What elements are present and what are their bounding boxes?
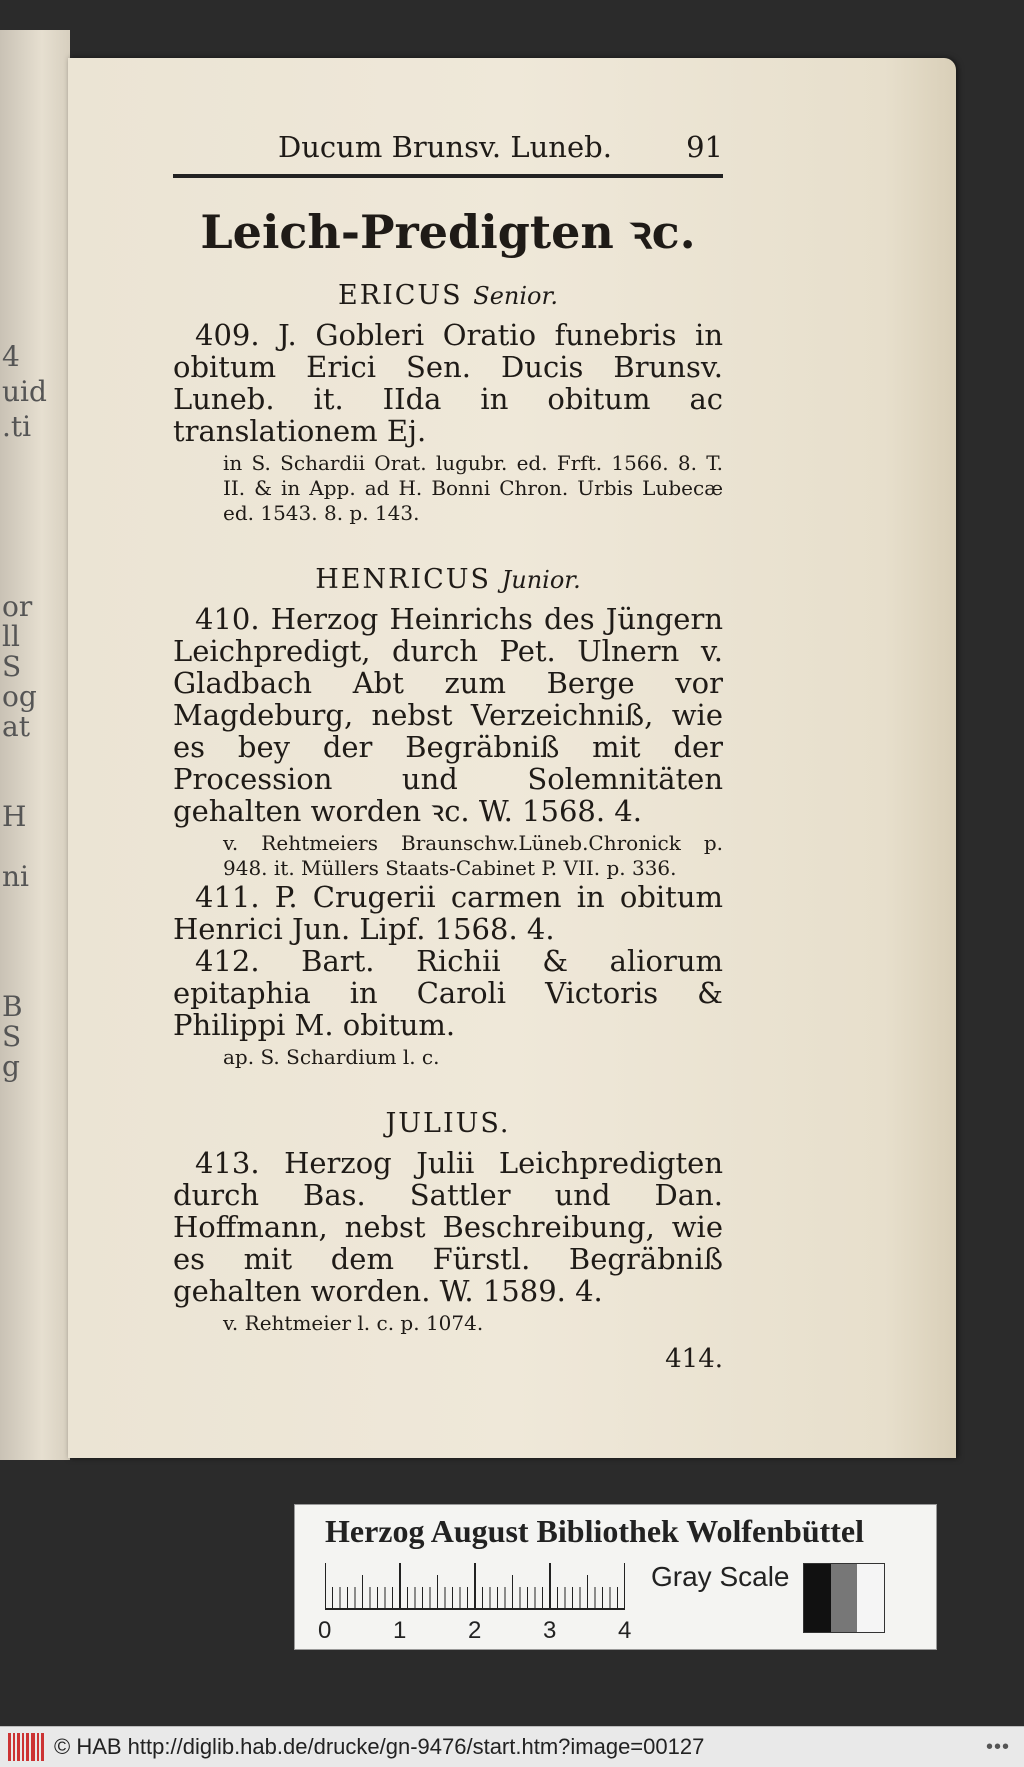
barcode-bar	[37, 1733, 39, 1761]
section-heading-epithet: Junior.	[501, 566, 581, 594]
left-page-text-fragment: .ti	[2, 410, 32, 443]
entry-reference: v. Rehtmeiers Braunschw.Lüneb.Chronick p. 948. it. Müllers Staats-Cabinet P. VII. p. 336.	[223, 831, 723, 880]
barcode-bar	[17, 1733, 21, 1761]
gray-scale-label: Gray Scale	[651, 1561, 790, 1592]
barcode-bar	[13, 1733, 15, 1761]
left-page-text-fragment: ll	[2, 620, 20, 653]
page-number: 91	[686, 130, 723, 164]
catchword: 414.	[665, 1344, 723, 1374]
color-card-title: Herzog August Bibliothek Wolfenbüttel	[325, 1513, 865, 1549]
barcode-bar	[8, 1733, 11, 1761]
gray-swatch	[804, 1564, 831, 1632]
page-content	[173, 130, 723, 1374]
left-page-text-fragment: 4	[2, 340, 20, 373]
barcode-bar	[26, 1733, 29, 1761]
barcode-bar	[41, 1733, 44, 1761]
entry-reference: ap. S. Schardium l. c.	[223, 1045, 440, 1069]
section-heading-epithet: Senior.	[473, 282, 558, 310]
left-page-fragment	[0, 30, 70, 1460]
left-page-text-fragment: S	[2, 1020, 22, 1053]
bibliography-entry: 410. Herzog Heinrichs des Jüngern Leichpredigt, durch Pet. Ulnern v. Gladbach Abt zum Berge vor Magdeburg, nebst Verzeichniß, wie es bey der Begräbniß mit der Procession und Solemnitäten gehalten worden ꝛc. W. 1568. 4.	[173, 602, 723, 828]
gray-swatches	[803, 1563, 885, 1633]
gray-swatch	[831, 1564, 858, 1632]
status-bar	[0, 1726, 1024, 1767]
left-page-text-fragment: H	[2, 800, 27, 833]
sections	[173, 280, 723, 1336]
section-heading-name: JULIUS.	[385, 1108, 511, 1139]
ruler-number: 2	[468, 1617, 482, 1644]
bibliography-entry: 413. Herzog Julii Leichpredigten durch Bas. Sattler und Dan. Hoffmann, nebst Beschreibung, wie es mit dem Fürstl. Begräbniß gehalten worden. W. 1589. 4.	[173, 1146, 723, 1308]
gray-swatch	[857, 1564, 884, 1632]
section-heading	[173, 1108, 723, 1139]
book-page	[68, 58, 956, 1458]
bibliography-entry: 411. P. Crugerii carmen in obitum Henrici Jun. Lipf. 1568. 4.	[173, 880, 723, 946]
ruler-number: 1	[393, 1617, 407, 1644]
entry-reference: in S. Schardii Orat. lugubr. ed. Frft. 1566. 8. T. II. & in App. ad H. Bonni Chron. Urbis Lubecæ ed. 1543. 8. p. 143.	[223, 451, 723, 525]
ruler-number: 3	[543, 1617, 557, 1644]
left-page-text-fragment: uid	[2, 375, 47, 408]
bibliography-entry: 409. J. Gobleri Oratio funebris in obitum Erici Sen. Ducis Brunsv. Luneb. it. IIda in obitum ac translationem Ej.	[173, 318, 723, 448]
section-gap	[173, 1070, 723, 1104]
main-title: Leich-Predigten ꝛc.	[200, 205, 696, 259]
running-head	[173, 130, 723, 178]
more-icon[interactable]: •••	[985, 1735, 1010, 1758]
bibliography-entry: 412. Bart. Richii & aliorum epitaphia in Caroli Victoris & Philippi M. obitum.	[173, 944, 723, 1042]
left-page-text-fragment: g	[2, 1050, 20, 1083]
ruler-number: 0	[318, 1617, 332, 1644]
entry-reference: v. Rehtmeier l. c. p. 1074.	[223, 1311, 484, 1335]
color-card	[294, 1504, 937, 1650]
ruler-number: 4	[618, 1617, 632, 1644]
left-page-text-fragment: S	[2, 650, 22, 683]
left-page-text-fragment: or	[2, 590, 33, 623]
left-page-text-fragment: at	[2, 710, 30, 743]
ruler	[325, 1563, 625, 1611]
running-head-title: Ducum Brunsv. Luneb.	[278, 130, 612, 164]
section-heading	[173, 564, 723, 595]
barcode-bar	[22, 1733, 24, 1761]
left-page-text-fragment: ni	[2, 860, 29, 893]
section-heading-name: HENRICUS	[315, 564, 492, 595]
section-gap	[173, 526, 723, 560]
barcode-icon	[8, 1733, 44, 1761]
barcode-bar	[31, 1733, 36, 1761]
status-link[interactable]: © HAB http://diglib.hab.de/drucke/gn-9476/start.htm?image=00127	[54, 1734, 705, 1759]
section-heading	[173, 280, 723, 311]
section-heading-name: ERICUS	[338, 280, 463, 311]
left-page-text-fragment: B	[2, 990, 23, 1023]
left-page-text-fragment: og	[2, 680, 37, 713]
